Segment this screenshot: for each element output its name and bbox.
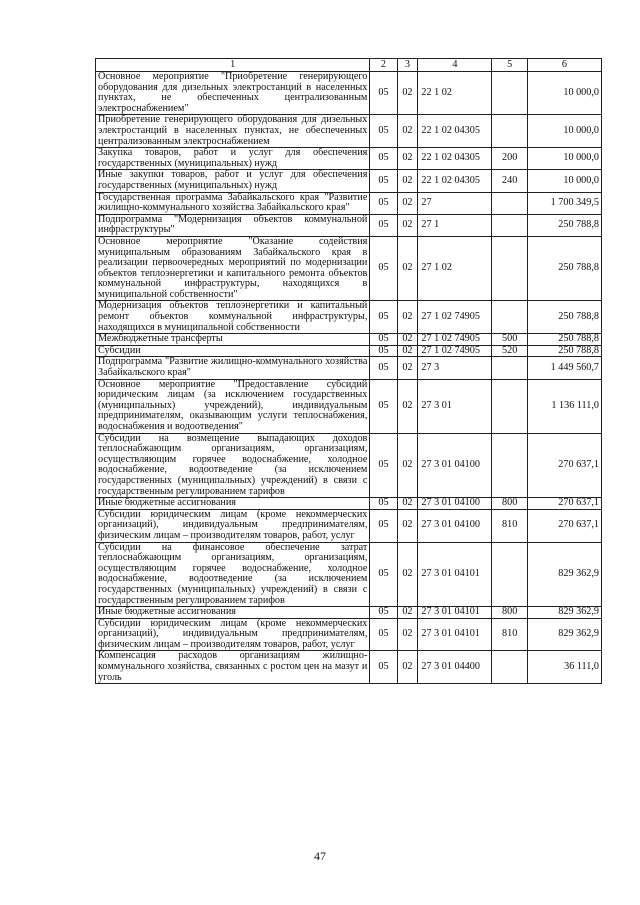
amount-cell: 250 788,8 xyxy=(527,345,601,357)
amount-cell: 36 111,0 xyxy=(527,651,601,684)
amount-cell: 1 449 560,7 xyxy=(527,357,601,379)
row-name-cell: Иные бюджетные ассигнования xyxy=(96,607,370,619)
section-code-cell: 05 xyxy=(370,236,397,301)
table-row xyxy=(96,357,602,379)
section-code-cell: 05 xyxy=(370,115,397,148)
subsection-code-cell: 02 xyxy=(397,115,418,148)
table-row xyxy=(96,433,602,498)
subsection-code-cell: 02 xyxy=(397,433,418,498)
table-row xyxy=(96,542,602,607)
column-header: 3 xyxy=(397,59,418,72)
expense-type-cell xyxy=(492,72,527,115)
row-name-cell: Модернизация объектов теплоэнергетики и капитальный ремонт объектов коммунальной инфраструктуры, находящихся в муниципальной собственности xyxy=(96,301,370,334)
target-article-cell: 27 3 01 xyxy=(418,379,492,433)
page-number: 47 xyxy=(314,849,326,863)
section-code-cell: 05 xyxy=(370,214,397,236)
subsection-code-cell: 02 xyxy=(397,607,418,619)
section-code-cell: 05 xyxy=(370,618,397,651)
target-article-cell: 22 1 02 xyxy=(418,72,492,115)
subsection-code-cell: 02 xyxy=(397,148,418,170)
expense-type-cell xyxy=(492,214,527,236)
amount-cell: 270 637,1 xyxy=(527,433,601,498)
subsection-code-cell: 02 xyxy=(397,214,418,236)
table-row xyxy=(96,651,602,684)
table-row xyxy=(96,345,602,357)
expense-type-cell xyxy=(492,433,527,498)
subsection-code-cell: 02 xyxy=(397,542,418,607)
table-row xyxy=(96,334,602,346)
target-article-cell: 27 xyxy=(418,192,492,214)
expense-type-cell xyxy=(492,192,527,214)
amount-cell: 250 788,8 xyxy=(527,214,601,236)
subsection-code-cell: 02 xyxy=(397,651,418,684)
expense-type-cell: 810 xyxy=(492,509,527,542)
expense-type-cell xyxy=(492,542,527,607)
row-name-cell: Субсидии xyxy=(96,345,370,357)
subsection-code-cell: 02 xyxy=(397,357,418,379)
column-header: 6 xyxy=(527,59,601,72)
target-article-cell: 27 3 01 04101 xyxy=(418,542,492,607)
expense-type-cell xyxy=(492,115,527,148)
section-code-cell: 05 xyxy=(370,192,397,214)
amount-cell: 829 362,9 xyxy=(527,542,601,607)
section-code-cell: 05 xyxy=(370,379,397,433)
subsection-code-cell: 02 xyxy=(397,301,418,334)
target-article-cell: 27 3 01 04400 xyxy=(418,651,492,684)
row-name-cell: Основное мероприятие "Предоставление субсидий юридическим лицам (за исключением государственных (муниципальных) учреждений), индивидуальным предпринимателям, оказывающим услуги теплоснабжения, водоснабжения и водоотведения" xyxy=(96,379,370,433)
amount-cell: 250 788,8 xyxy=(527,301,601,334)
table-row xyxy=(96,607,602,619)
expense-type-cell: 200 xyxy=(492,148,527,170)
row-name-cell: Субсидии на финансовое обеспечение затрат теплоснабжающим организациям, организациям, осуществляющим горячее водоснабжение, холодное водоснабжение, водоотведение (за исключением государственных (муниципальных) учреждений) в связи с государственным регулированием тарифов xyxy=(96,542,370,607)
amount-cell: 1 700 349,5 xyxy=(527,192,601,214)
row-name-cell: Субсидии юридическим лицам (кроме некоммерческих организаций), индивидуальным предпринимателям, физическим лицам – производителям товаров, работ, услуг xyxy=(96,509,370,542)
row-name-cell: Основное мероприятие "Приобретение генерирующего оборудования для дизельных электростанций в населенных пунктах, не обеспеченных централизованным электроснабжением" xyxy=(96,72,370,115)
subsection-code-cell: 02 xyxy=(397,618,418,651)
amount-cell: 10 000,0 xyxy=(527,170,601,192)
subsection-code-cell: 02 xyxy=(397,72,418,115)
expense-type-cell: 810 xyxy=(492,618,527,651)
table-row xyxy=(96,170,602,192)
row-name-cell: Закупка товаров, работ и услуг для обеспечения государственных (муниципальных) нужд xyxy=(96,148,370,170)
target-article-cell: 27 3 01 04101 xyxy=(418,618,492,651)
table-row xyxy=(96,618,602,651)
section-code-cell: 05 xyxy=(370,148,397,170)
target-article-cell: 27 1 02 74905 xyxy=(418,334,492,346)
expense-type-cell: 240 xyxy=(492,170,527,192)
target-article-cell: 22 1 02 04305 xyxy=(418,115,492,148)
section-code-cell: 05 xyxy=(370,301,397,334)
column-header: 4 xyxy=(418,59,492,72)
subsection-code-cell: 02 xyxy=(397,345,418,357)
row-name-cell: Приобретение генерирующего оборудования для дизельных электростанций в населенных пунктах, не обеспеченных централизованным электроснабжением xyxy=(96,115,370,148)
amount-cell: 829 362,9 xyxy=(527,618,601,651)
column-header: 2 xyxy=(370,59,397,72)
amount-cell: 10 000,0 xyxy=(527,148,601,170)
subsection-code-cell: 02 xyxy=(397,498,418,510)
column-header: 5 xyxy=(492,59,527,72)
table-row xyxy=(96,509,602,542)
target-article-cell: 22 1 02 04305 xyxy=(418,170,492,192)
row-name-cell: Компенсация расходов организациям жилищно-коммунального хозяйства, связанных с ростом цен на мазут и уголь xyxy=(96,651,370,684)
amount-cell: 829 362,9 xyxy=(527,607,601,619)
target-article-cell: 27 1 02 74905 xyxy=(418,301,492,334)
table-body xyxy=(96,72,602,684)
table-row xyxy=(96,214,602,236)
expense-type-cell: 520 xyxy=(492,345,527,357)
section-code-cell: 05 xyxy=(370,334,397,346)
expense-type-cell xyxy=(492,301,527,334)
expense-type-cell: 500 xyxy=(492,334,527,346)
subsection-code-cell: 02 xyxy=(397,379,418,433)
row-name-cell: Основное мероприятие "Оказание содействия муниципальным образованиям Забайкальского края в реализации первоочередных мероприятий по модернизации объектов теплоэнергетики и капитального ремонта объектов коммунальной инфраструктуры, находящихся в муниципальной собственности" xyxy=(96,236,370,301)
header-row xyxy=(96,59,602,72)
section-code-cell: 05 xyxy=(370,433,397,498)
section-code-cell: 05 xyxy=(370,345,397,357)
row-name-cell: Иные закупки товаров, работ и услуг для обеспечения государственных (муниципальных) нужд xyxy=(96,170,370,192)
expense-type-cell: 800 xyxy=(492,607,527,619)
row-name-cell: Подпрограмма "Развитие жилищно-коммунального хозяйства Забайкальского края" xyxy=(96,357,370,379)
amount-cell: 250 788,8 xyxy=(527,334,601,346)
expense-type-cell xyxy=(492,651,527,684)
amount-cell: 270 637,1 xyxy=(527,509,601,542)
expense-type-cell xyxy=(492,236,527,301)
expense-type-cell xyxy=(492,379,527,433)
target-article-cell: 27 1 02 xyxy=(418,236,492,301)
subsection-code-cell: 02 xyxy=(397,170,418,192)
subsection-code-cell: 02 xyxy=(397,192,418,214)
section-code-cell: 05 xyxy=(370,72,397,115)
table-row xyxy=(96,379,602,433)
row-name-cell: Подпрограмма "Модернизация объектов коммунальной инфраструктуры" xyxy=(96,214,370,236)
subsection-code-cell: 02 xyxy=(397,509,418,542)
section-code-cell: 05 xyxy=(370,651,397,684)
amount-cell: 10 000,0 xyxy=(527,72,601,115)
target-article-cell: 27 3 01 04100 xyxy=(418,509,492,542)
row-name-cell: Государственная программа Забайкальского края "Развитие жилищно-коммунального хозяйства Забайкальского края" xyxy=(96,192,370,214)
table-row xyxy=(96,192,602,214)
amount-cell: 10 000,0 xyxy=(527,115,601,148)
expense-type-cell: 800 xyxy=(492,498,527,510)
table-row xyxy=(96,498,602,510)
section-code-cell: 05 xyxy=(370,170,397,192)
target-article-cell: 27 3 01 04100 xyxy=(418,433,492,498)
column-header: 1 xyxy=(96,59,370,72)
amount-cell: 250 788,8 xyxy=(527,236,601,301)
row-name-cell: Иные бюджетные ассигнования xyxy=(96,498,370,510)
row-name-cell: Межбюджетные трансферты xyxy=(96,334,370,346)
target-article-cell: 27 3 01 04100 xyxy=(418,498,492,510)
section-code-cell: 05 xyxy=(370,607,397,619)
table-row xyxy=(96,72,602,115)
expense-type-cell xyxy=(492,357,527,379)
target-article-cell: 27 3 01 04101 xyxy=(418,607,492,619)
target-article-cell: 27 3 xyxy=(418,357,492,379)
target-article-cell: 27 1 02 74905 xyxy=(418,345,492,357)
table-row xyxy=(96,115,602,148)
subsection-code-cell: 02 xyxy=(397,236,418,301)
amount-cell: 270 637,1 xyxy=(527,498,601,510)
row-name-cell: Субсидии юридическим лицам (кроме некоммерческих организаций), индивидуальным предпринимателям, физическим лицам – производителям товаров, работ, услуг xyxy=(96,618,370,651)
section-code-cell: 05 xyxy=(370,542,397,607)
row-name-cell: Субсидии на возмещение выпадающих доходов теплоснабжающим организациям, организациям, осуществляющим горячее водоснабжение, холодное водоснабжение, водоотведение (за исключением государственных (муниципальных) учреждений) в связи с государственным регулированием тарифов xyxy=(96,433,370,498)
table-row xyxy=(96,301,602,334)
section-code-cell: 05 xyxy=(370,498,397,510)
target-article-cell: 27 1 xyxy=(418,214,492,236)
section-code-cell: 05 xyxy=(370,509,397,542)
budget-table xyxy=(95,58,602,684)
subsection-code-cell: 02 xyxy=(397,334,418,346)
target-article-cell: 22 1 02 04305 xyxy=(418,148,492,170)
table-row xyxy=(96,148,602,170)
table-row xyxy=(96,236,602,301)
amount-cell: 1 136 111,0 xyxy=(527,379,601,433)
section-code-cell: 05 xyxy=(370,357,397,379)
